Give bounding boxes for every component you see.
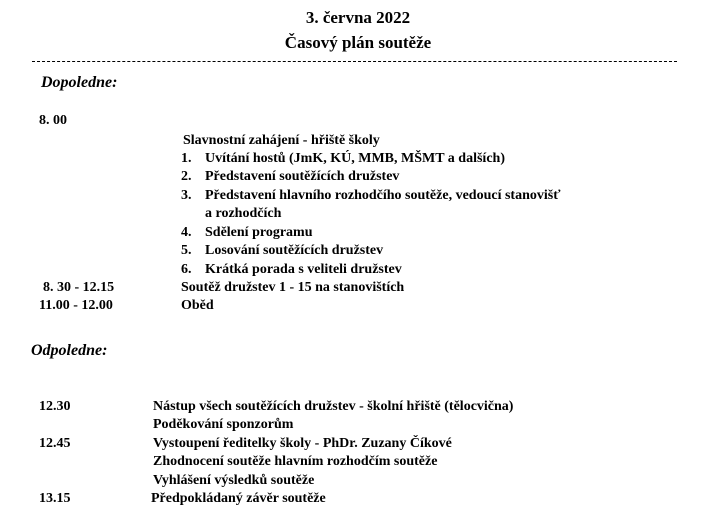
program-item-num: 3. xyxy=(181,188,192,203)
lunch-item: Oběd xyxy=(181,298,214,313)
afternoon-item: Poděkování sponzorům xyxy=(153,417,294,432)
afternoon-item: Nástup všech soutěžících družstev - školní hřiště (tělocvična) xyxy=(153,399,514,414)
time-13-15: 13.15 xyxy=(39,491,71,506)
afternoon-heading: Odpoledne: xyxy=(31,342,108,359)
program-item-text: Losování soutěžících družstev xyxy=(205,243,384,258)
program-item-text: Krátká porada s veliteli družstev xyxy=(205,262,402,277)
program-item-text: a rozhodčích xyxy=(205,206,282,221)
program-item-text: Uvítání hostů (JmK, KÚ, MMB, MŠMT a dalších) xyxy=(205,151,505,166)
page-title-schedule: Časový plán soutěže xyxy=(284,33,432,52)
afternoon-item: Zhodnocení soutěže hlavním rozhodčím soutěže xyxy=(153,454,438,469)
program-item-text: Představení soutěžících družstev xyxy=(205,169,400,184)
afternoon-item: Předpokládaný závěr soutěže xyxy=(151,491,326,506)
program-item-text: Sdělení programu xyxy=(205,225,313,240)
opening-ceremony: Slavnostní zahájení - hřiště školy xyxy=(183,133,380,148)
program-item-num: 5. xyxy=(181,243,192,258)
time-8-00: 8. 00 xyxy=(39,113,67,128)
time-12-45: 12.45 xyxy=(39,436,71,451)
time-11-00: 11.00 - 12.00 xyxy=(39,298,113,313)
time-12-30: 12.30 xyxy=(39,399,71,414)
competition-item: Soutěž družstev 1 - 15 na stanovištích xyxy=(181,280,405,295)
dashed-divider xyxy=(32,61,677,62)
morning-heading: Dopoledne: xyxy=(41,74,118,91)
program-item-text: Představení hlavního rozhodčího soutěže, vedoucí stanovišť xyxy=(205,188,561,203)
program-item-num: 2. xyxy=(181,169,192,184)
afternoon-item: Vystoupení ředitelky školy - PhDr. Zuzany Číkové xyxy=(153,436,452,451)
page-title-date: 3. června 2022 xyxy=(305,8,411,27)
time-8-30: 8. 30 - 12.15 xyxy=(43,280,115,295)
afternoon-item: Vyhlášení výsledků soutěže xyxy=(153,473,315,488)
program-item-num: 6. xyxy=(181,262,192,277)
program-item-num: 1. xyxy=(181,151,192,166)
program-item-num: 4. xyxy=(181,225,192,240)
